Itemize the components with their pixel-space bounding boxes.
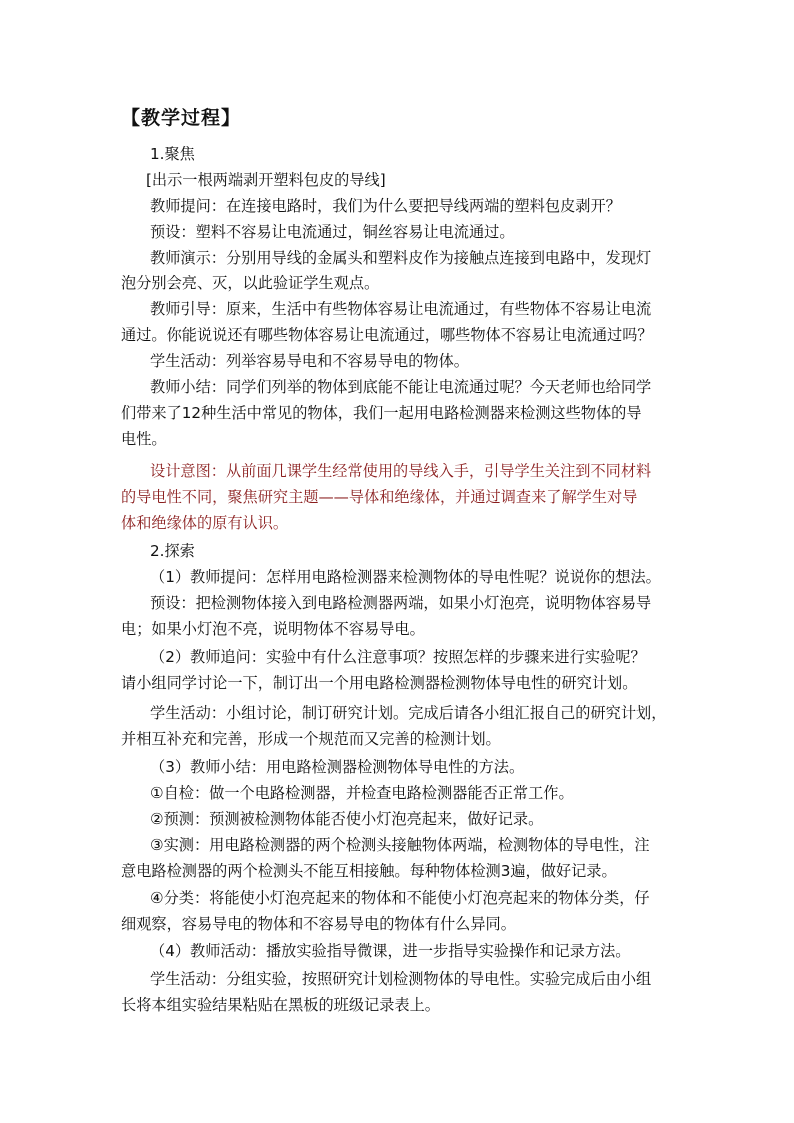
body-text-line: 细观察，容易导电的物体和不容易导电的物体有什么异同。 [121, 915, 516, 933]
body-text-line: 2.探索 [150, 542, 195, 560]
body-text-line: （3）教师小结：用电路检测器检测物体导电性的方法。 [150, 758, 525, 776]
body-text-line: ④分类：将能使小灯泡亮起来的物体和不能使小灯泡亮起来的物体分类，仔 [150, 889, 650, 907]
body-text-line: 学生活动：小组讨论，制订研究计划。完成后请各小组汇报自己的研究计划， [150, 704, 667, 722]
design-intent-line: 的导电性不同，聚焦研究主题——导体和绝缘体，并通过调查来了解学生对导 [121, 488, 638, 506]
body-text-line: 长将本组实验结果粘贴在黑板的班级记录表上。 [121, 996, 440, 1014]
body-text-line: 们带来了12种生活中常见的物体，我们一起用电路检测器来检测这些物体的导 [121, 404, 642, 422]
body-text-line: 意电路检测器的两个检测头不能互相接触。每种物体检测3遍，做好记录。 [121, 862, 617, 880]
body-text-line: 通过。你能说说还有哪些物体容易让电流通过，哪些物体不容易让电流通过吗？ [121, 326, 653, 344]
body-text-line: 电；如果小灯泡不亮，说明物体不容易导电。 [121, 620, 425, 638]
body-text-line: 学生活动：分组实验，按照研究计划检测物体的导电性。实验完成后由小组 [150, 970, 652, 988]
body-text-line: 泡分别会亮、灭，以此验证学生观点。 [121, 274, 380, 292]
section-title: 【教学过程】 [121, 107, 242, 129]
body-text-line: 教师引导：原来，生活中有些物体容易让电流通过，有些物体不容易让电流 [150, 300, 652, 318]
body-text-line: 预设：把检测物体接入到电路检测器两端，如果小灯泡亮，说明物体容易导 [150, 594, 652, 612]
body-text-line: ③实测：用电路检测器的两个检测头接触物体两端，检测物体的导电性，注 [150, 836, 650, 854]
body-text-line: ①自检：做一个电路检测器，并检查电路检测器能否正常工作。 [150, 784, 574, 802]
body-text-line: 教师提问：在连接电路时，我们为什么要把导线两端的塑料包皮剥开？ [150, 197, 621, 215]
design-intent-line: 体和绝缘体的原有认识。 [121, 514, 289, 532]
body-text-line: 并相互补充和完善，形成一个规范而又完善的检测计划。 [121, 730, 501, 748]
body-text-line: 1.聚焦 [150, 145, 195, 163]
body-text-line: （4）教师活动：播放实验指导微课，进一步指导实验操作和记录方法。 [150, 942, 631, 960]
body-text-line: 教师演示：分别用导线的金属头和塑料皮作为接触点连接到电路中，发现灯 [150, 249, 652, 267]
body-text-line: （2）教师追问：实验中有什么注意事项？按照怎样的步骤来进行实验呢？ [150, 648, 646, 666]
body-text-line: 电性。 [121, 430, 167, 448]
design-intent-line: 设计意图：从前面几课学生经常使用的导线入手，引导学生关注到不同材料 [150, 462, 652, 480]
body-text-line: ②预测：预测被检测物体能否使小灯泡亮起来，做好记录。 [150, 810, 544, 828]
body-text-line: [出示一根两端剥开塑料包皮的导线] [146, 171, 386, 189]
body-text-line: 教师小结：同学们列举的物体到底能不能让电流通过呢？今天老师也给同学 [150, 378, 652, 396]
body-text-line: 学生活动：列举容易导电和不容易导电的物体。 [150, 352, 469, 370]
body-text-line: （1）教师提问：怎样用电路检测器来检测物体的导电性呢？说说你的想法。 [150, 568, 661, 586]
body-text-line: 请小组同学讨论一下，制订出一个用电路检测器检测物体导电性的研究计划。 [121, 674, 638, 692]
body-text-line: 预设：塑料不容易让电流通过，铜丝容易让电流通过。 [150, 223, 515, 241]
